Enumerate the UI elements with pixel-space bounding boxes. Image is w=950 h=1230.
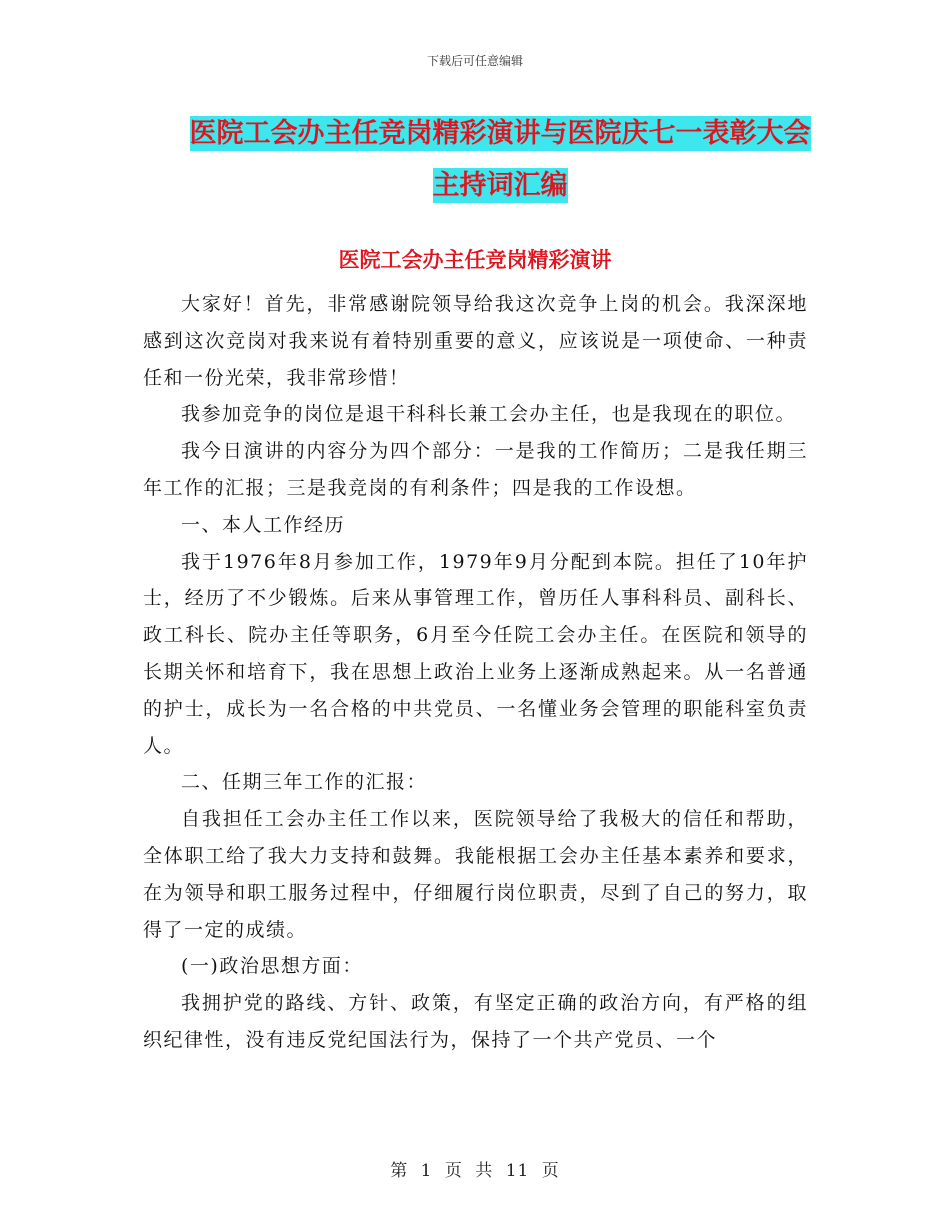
document-title xyxy=(150,108,850,212)
title-line-2: 主持词汇编 xyxy=(432,170,568,201)
total-page-count: 11 xyxy=(505,1161,530,1181)
paragraph: 我参加竞争的岗位是退干科科长兼工会办主任，也是我现在的职位。 xyxy=(181,403,797,426)
header-note: 下载后可任意编辑 xyxy=(426,54,523,68)
footer-label: 第 xyxy=(390,1161,409,1181)
paragraph: 我于1976年8月参加工作，1979年9月分配到本院。担任了10年护士，经历了不少锻炼。后来从事管理工作，曾历任人事科科员、副科长、政工科长、院办主任等职务，6月至今任院工会办主任。在医院和领导的长期关怀和培育下，我在思想上政治上业务上逐渐成熟起来。从一名普通的护士，成长为一名合格的中共党员、一名懂业务会管理的职能科室负责人。 xyxy=(143,550,808,757)
document-body xyxy=(143,286,808,1059)
paragraph: 大家好！首先，非常感谢院领导给我这次竞争上岗的机会。我深深地感到这次竞岗对我来说有着特别重要的意义，应该说是一项使命、一种责任和一份光荣，我非常珍惜！ xyxy=(143,293,808,389)
heading-political-thought: (一)政治思想方面： xyxy=(181,955,363,978)
footer-label: 页 xyxy=(541,1161,560,1181)
title-line-1: 医院工会办主任竞岗精彩演讲与医院庆七一表彰大会 xyxy=(189,118,811,149)
footer-label: 共 xyxy=(475,1161,494,1181)
current-page-number: 1 xyxy=(420,1161,433,1181)
section-title: 医院工会办主任竞岗精彩演讲 xyxy=(338,248,612,272)
page-footer xyxy=(0,1156,950,1181)
paragraph: 我拥护党的路线、方针、政策，有坚定正确的政治方向，有严格的组织纪律性，没有违反党纪国法行为，保持了一个共产党员、一个 xyxy=(143,992,808,1051)
footer-label: 页 xyxy=(444,1161,463,1181)
paragraph: 自我担任工会办主任工作以来，医院领导给了我极大的信任和帮助，全体职工给了我大力支持和鼓舞。我能根据工会办主任基本素养和要求，在为领导和职工服务过程中，仔细履行岗位职责，尽到了自己的努力，取得了一定的成绩。 xyxy=(143,808,808,941)
heading-work-experience: 一、本人工作经历 xyxy=(181,513,346,536)
paragraph: 我今日演讲的内容分为四个部分：一是我的工作简历；二是我任期三年工作的汇报；三是我竞岗的有利条件；四是我的工作设想。 xyxy=(143,440,808,499)
heading-term-report: 二、任期三年工作的汇报： xyxy=(181,771,428,794)
